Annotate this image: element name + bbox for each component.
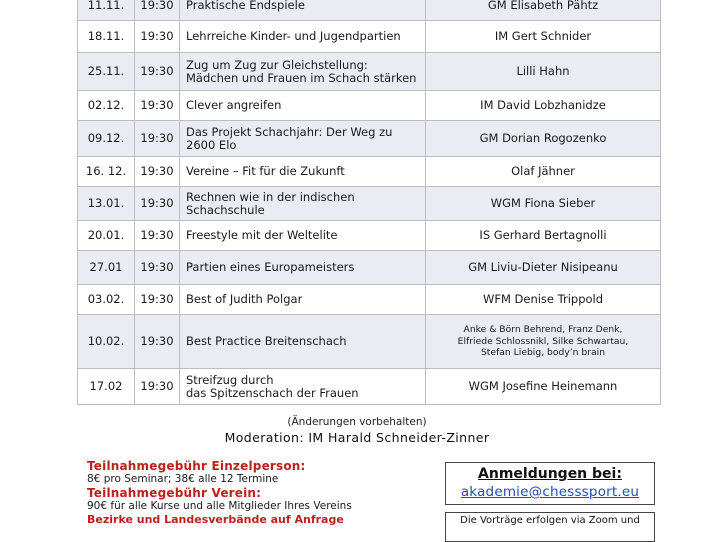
session-date: 17.02 [78,369,135,405]
session-title: Partien eines Europameisters [180,251,426,285]
session-speaker: IM Gert Schnider [426,21,661,53]
schedule-row [78,0,661,21]
session-time: 19:30 [135,0,180,21]
session-date: 11.11. [78,0,135,21]
schedule-row [78,121,661,157]
fee-club-heading: Teilnahmegebühr Verein: [87,486,262,500]
session-date: 25.11. [78,53,135,91]
schedule-table [77,0,661,405]
session-speaker: GM Liviu-Dieter Nisipeanu [426,251,661,285]
session-date: 16. 12. [78,157,135,187]
session-time: 19:30 [135,187,180,221]
session-speaker: GM Dorian Rogozenko [426,121,661,157]
schedule-row [78,315,661,369]
session-date: 27.01 [78,251,135,285]
session-speaker: Anke & Börn Behrend, Franz Denk, Elfriede Schlossnikl, Silke Schwartau, Stefan Liebig, body’n brain [426,315,661,369]
fees-block [87,459,407,527]
session-date: 03.02. [78,285,135,315]
session-title: Praktische Endspiele [180,0,426,21]
session-time: 19:30 [135,221,180,251]
session-title: Streifzug durch das Spitzenschach der Frauen [180,369,426,405]
session-title: Rechnen wie in der indischen Schachschule [180,187,426,221]
schedule-row [78,157,661,187]
registration-box [445,462,655,505]
fee-club-text: 90€ für alle Kurse und alle Mitglieder Ihres Vereins [87,500,352,512]
session-time: 19:30 [135,285,180,315]
session-time: 19:30 [135,21,180,53]
session-speaker: Lilli Hahn [426,53,661,91]
session-time: 19:30 [135,251,180,285]
session-speaker: WFM Denise Trippold [426,285,661,315]
zoom-info-box [445,512,655,542]
fee-regions-note: Bezirke und Landesverbände auf Anfrage [87,513,344,526]
moderation-note: Moderation: IM Harald Schneider-Zinner [224,430,490,445]
schedule-row [78,53,661,91]
session-date: 10.02. [78,315,135,369]
session-speaker: Olaf Jähner [426,157,661,187]
session-date: 20.01. [78,221,135,251]
session-title: Best of Judith Polgar [180,285,426,315]
session-time: 19:30 [135,315,180,369]
session-title: Best Practice Breitenschach [180,315,426,369]
session-date: 13.01. [78,187,135,221]
session-speaker: GM Elisabeth Pähtz [426,0,661,21]
schedule-row [78,21,661,53]
session-title: Freestyle mit der Weltelite [180,221,426,251]
session-title: Lehrreiche Kinder- und Jugendpartien [180,21,426,53]
session-date: 02.12. [78,91,135,121]
session-time: 19:30 [135,157,180,187]
schedule-row [78,187,661,221]
schedule-row [78,221,661,251]
session-time: 19:30 [135,369,180,405]
registration-email-link[interactable]: akademie@chesssport.eu [460,484,640,500]
session-speaker: IS Gerhard Bertagnolli [426,221,661,251]
session-speaker: IM David Lobzhanidze [426,91,661,121]
registration-title: Anmeldungen bei: [478,466,622,482]
session-speaker: WGM Fiona Sieber [426,187,661,221]
fee-single-heading: Teilnahmegebühr Einzelperson: [87,459,306,473]
session-time: 19:30 [135,121,180,157]
session-title: Zug um Zug zur Gleichstellung: Mädchen und Frauen im Schach stärken [180,53,426,91]
session-time: 19:30 [135,53,180,91]
session-date: 09.12. [78,121,135,157]
session-time: 19:30 [135,91,180,121]
session-date: 18.11. [78,21,135,53]
session-speaker: WGM Josefine Heinemann [426,369,661,405]
changes-note: (Änderungen vorbehalten) [287,416,427,428]
schedule-row [78,251,661,285]
schedule-row [78,91,661,121]
schedule-row [78,369,661,405]
session-title: Vereine – Fit für die Zukunft [180,157,426,187]
schedule-body [78,0,661,405]
fee-single-text: 8€ pro Seminar; 38€ alle 12 Termine [87,473,279,485]
session-title: Das Projekt Schachjahr: Der Weg zu 2600 Elo [180,121,426,157]
session-title: Clever angreifen [180,91,426,121]
zoom-info-text: Die Vorträge erfolgen via Zoom und [460,515,640,526]
schedule-row [78,285,661,315]
